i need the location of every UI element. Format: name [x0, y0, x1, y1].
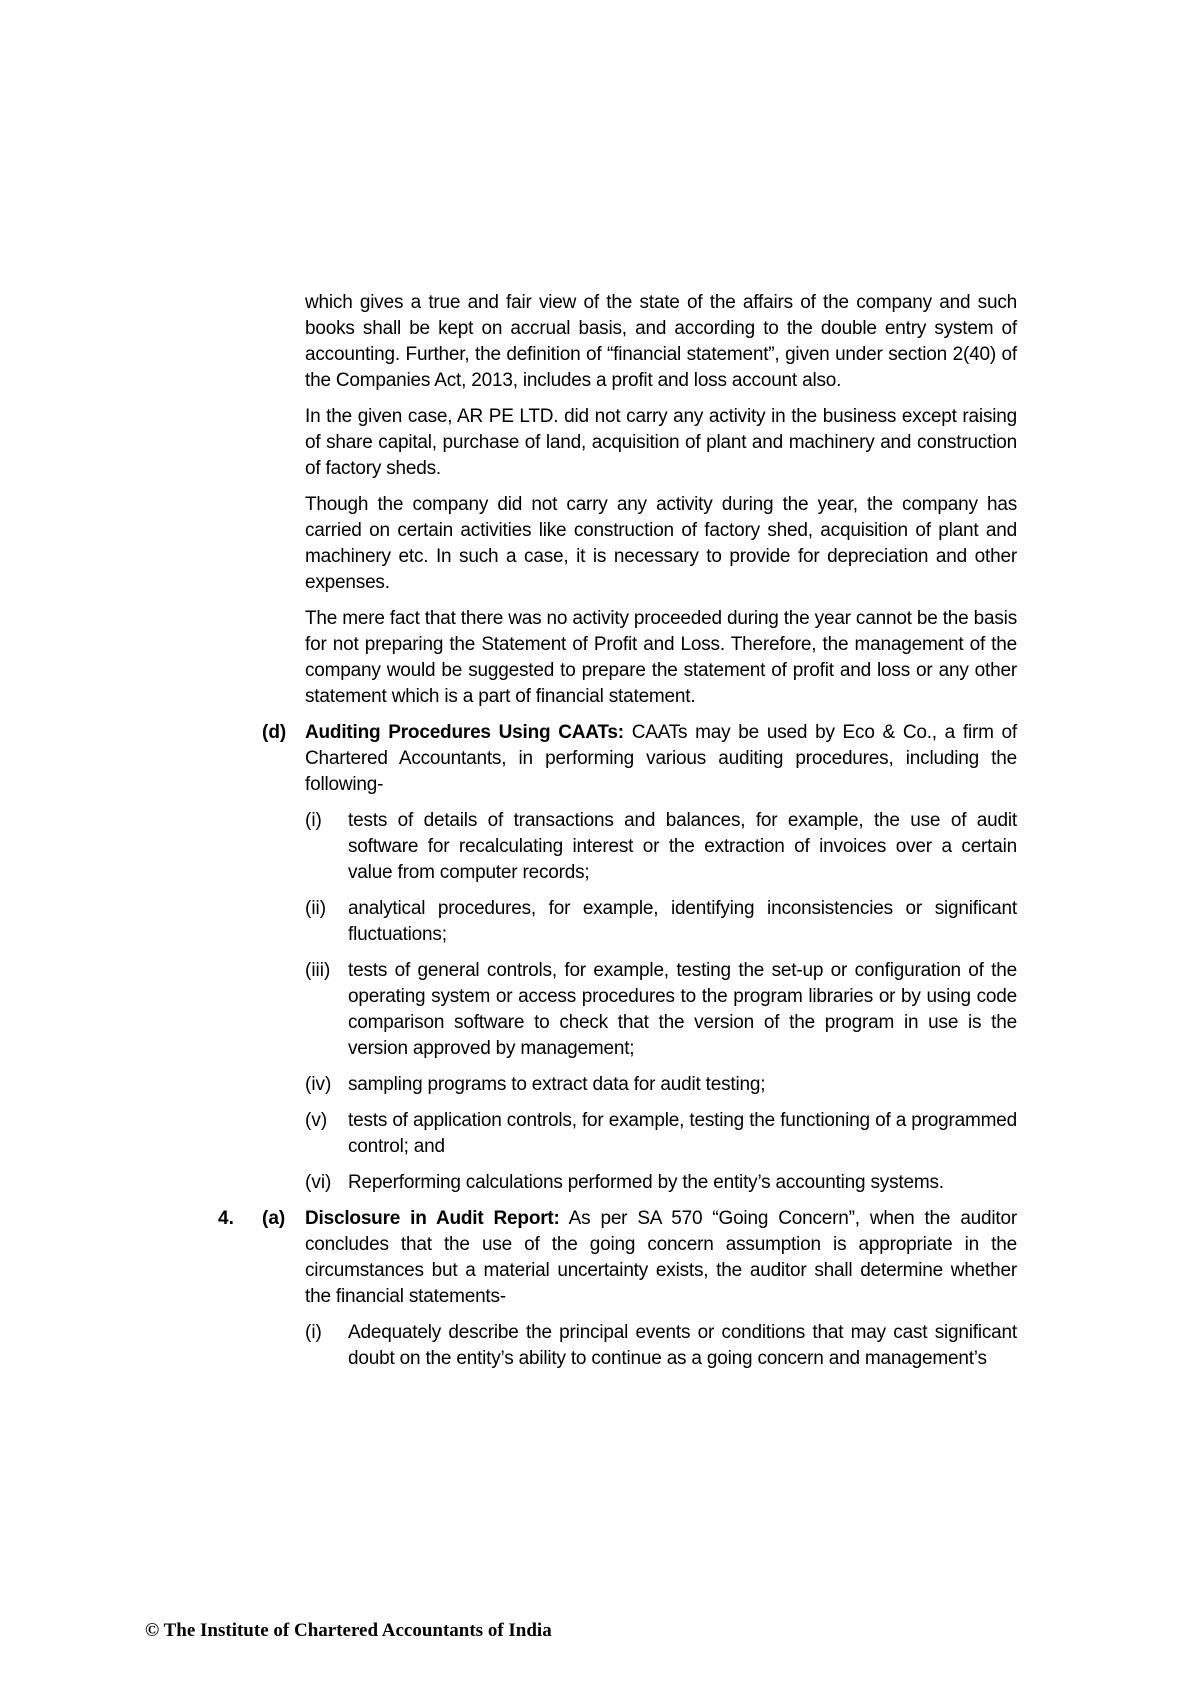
list-item-text: sampling programs to extract data for audit testing;: [348, 1074, 766, 1095]
question-4-heading: Disclosure in Audit Report:: [305, 1208, 560, 1229]
list-item: [305, 958, 1017, 1062]
caats-procedure-list: [305, 808, 1017, 1196]
copyright-footer: © The Institute of Chartered Accountants of India: [145, 1620, 552, 1641]
list-item-text: analytical procedures, for example, identifying inconsistencies or significant fluctuations;: [348, 898, 1017, 945]
list-item-text: tests of general controls, for example, testing the set-up or configuration of the operating system or access procedures to the program libraries or by using code comparison software to check that the version of the program in use is the version approved by management;: [348, 960, 1017, 1059]
question-4-part-label: (a): [262, 1208, 286, 1229]
list-item-text: Reperforming calculations performed by the entity’s accounting systems.: [348, 1172, 944, 1193]
list-item-number: (vi): [305, 1172, 332, 1193]
list-item-number: (i): [305, 1322, 322, 1343]
list-item-text: tests of details of transactions and balances, for example, the use of audit software for recalculating interest or the extraction of invoices over a certain value from computer records;: [348, 810, 1017, 883]
list-item-number: (ii): [305, 898, 327, 919]
section-d-heading: Auditing Procedures Using CAATs:: [305, 722, 624, 743]
list-item-number: (v): [305, 1110, 328, 1131]
list-item: [305, 1320, 1017, 1372]
paragraph: Though the company did not carry any activity during the year, the company has carried on certain activities like construction of factory shed, acquisition of plant and machinery etc. In such a case, it is necessary to provide for depreciation and other expenses.: [305, 494, 1017, 593]
question-number: 4.: [218, 1208, 234, 1229]
section-d-label: (d): [262, 722, 287, 743]
paragraph: which gives a true and fair view of the state of the affairs of the company and such books shall be kept on accrual basis, and according to the double entry system of accounting. Further, the definition of “financial statement”, given under section 2(40) of the Companies Act, 2013, includes a profit and loss account also.: [305, 292, 1017, 391]
section-d-text: CAATs may be used by Eco & Co., a firm of Chartered Accountants, in performing various auditing procedures, including the following-: [305, 722, 1017, 795]
list-item: [305, 896, 1017, 948]
list-item: [305, 1170, 1017, 1196]
disclosure-list: [305, 1320, 1017, 1372]
answer-content: [218, 290, 1018, 1382]
section-d-intro: [305, 720, 1017, 798]
list-item-text: tests of application controls, for example, testing the functioning of a programmed control; and: [348, 1110, 1017, 1157]
list-item: [305, 808, 1017, 886]
list-item-number: (iii): [305, 960, 331, 981]
paragraph: In the given case, AR PE LTD. did not carry any activity in the business except raising of share capital, purchase of land, acquisition of plant and machinery and construction of factory sheds.: [305, 406, 1017, 479]
list-item: [305, 1072, 1017, 1098]
list-item-number: (iv): [305, 1074, 332, 1095]
question-4: [218, 1206, 1018, 1372]
list-item-text: Adequately describe the principal events or conditions that may cast significant doubt on the entity’s ability to continue as a going concern and management’s: [348, 1322, 1017, 1369]
list-item-number: (i): [305, 810, 322, 831]
list-item: [305, 1108, 1017, 1160]
section-d: [262, 720, 1017, 1196]
paragraph: The mere fact that there was no activity proceeded during the year cannot be the basis for not preparing the Statement of Profit and Loss. Therefore, the management of the company would be suggested to prepare the statement of profit and loss or any other statement which is a part of financial statement.: [305, 608, 1017, 707]
question-4-text: As per SA 570 “Going Concern”, when the auditor concludes that the use of the going concern assumption is appropriate in the circumstances but a material uncertainty exists, the auditor shall determine whether the financial statements-: [305, 1208, 1018, 1307]
question-4-intro: [305, 1206, 1017, 1310]
